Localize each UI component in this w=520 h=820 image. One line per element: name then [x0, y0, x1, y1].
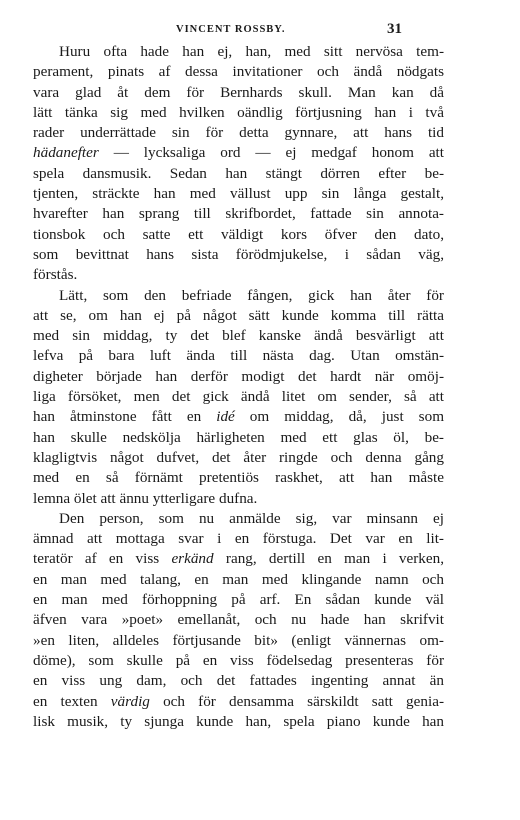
page-number: 31 — [387, 21, 402, 37]
text-line: att se, om han ej på något sätt kunde komma till rätta — [33, 306, 444, 324]
text-line: en man med talang, en man med klingande namn och — [33, 570, 444, 588]
text-segment: teratör af en viss — [33, 550, 160, 568]
body-text — [33, 42, 444, 732]
text-line — [33, 143, 444, 163]
text-line: digheter började han derför modigt det hardt när omöj- — [33, 367, 444, 385]
text-line: han skulle nedskölja härligheten med ett glas öl, be- — [33, 428, 444, 446]
text-line — [33, 549, 444, 569]
text-segment: och för densamma särskildt satt genia- — [163, 692, 444, 710]
text-line: förstås. — [33, 266, 78, 284]
emphasized-word: erkänd — [171, 550, 214, 568]
emphasized-word: värdig — [110, 692, 150, 710]
text-line: Lätt, som den befriade fången, gick han åter för — [59, 286, 444, 304]
emphasized-word: idé — [216, 408, 235, 426]
text-line: äfven vara »poet» emellanåt, och nu hade han skrifvit — [33, 611, 444, 629]
text-line: spela dansmusik. Sedan han stängt dörren efter be- — [33, 164, 444, 182]
text-line: lisk musik, ty sjunga kunde han, spela piano kunde han — [33, 712, 444, 730]
text-line: lätt tänka sig med hvilken oändlig förtjusning han i två — [33, 103, 444, 121]
text-line — [33, 692, 444, 712]
text-line: klagligtvis något dufvet, det åter ringde och denna gång — [33, 448, 444, 466]
text-segment: han åtminstone fått en — [33, 408, 202, 426]
text-line: med sin middag, ty det blef kanske ändå besvärligt att — [33, 327, 444, 345]
text-segment: om middag, då, just som — [249, 408, 445, 426]
text-line: en man med förhoppning på arf. En sådan kunde väl — [33, 591, 444, 609]
text-segment: — lycksaliga ord — ej medgaf honom att — [113, 144, 444, 162]
text-line: en viss ung dam, och det fattades ingenting annat än — [33, 672, 444, 690]
text-line: tionsbok och satte ett väldigt kors öfver den dato, — [33, 225, 444, 243]
text-line: som bevittnat hans sista förödmjukelse, i sådan väg, — [33, 245, 444, 263]
text-line: ämnad att mottaga svar i en förstuga. Det var en lit- — [33, 530, 444, 548]
text-line: tjenten, sträckte han med vällust upp sin långa gestalt, — [33, 185, 444, 203]
text-line: lefva på bara luft ända till nästa dag. Utan omstän- — [33, 347, 444, 365]
text-line: vara glad åt dem för Bernhards skull. Man kan då — [33, 83, 444, 101]
text-line: med en så förnämt pretentiös raskhet, att han måste — [33, 469, 444, 487]
text-line: »en liten, alldeles förtjusande bit» (enligt vännernas om- — [33, 631, 444, 649]
text-line: Huru ofta hade han ej, han, med sitt nervösa tem- — [59, 43, 444, 60]
running-head: VINCENT ROSSBY. — [176, 24, 286, 35]
text-line: perament, pinats af dessa invitationer och ändå nödgats — [33, 63, 444, 81]
text-line: liga försöket, men det gick ändå litet om sender, så att — [33, 388, 444, 406]
text-segment: en texten — [33, 692, 98, 710]
text-segment: rang, dertill en man i verken, — [225, 550, 445, 568]
text-line: rader underrättade sin för detta gynnare, att hans tid — [33, 124, 444, 142]
text-line: hvarefter han sprang till skrifbordet, fattade sin annota- — [33, 205, 444, 223]
emphasized-word: hädanefter — [33, 144, 99, 162]
text-line — [33, 407, 444, 427]
text-line: lemna ölet att ännu ytterligare dufna. — [33, 489, 258, 507]
text-line: döme), som skulle på en viss födelsedag presenteras för — [33, 651, 444, 669]
text-line: Den person, som nu anmälde sig, var minsann ej — [59, 509, 444, 527]
